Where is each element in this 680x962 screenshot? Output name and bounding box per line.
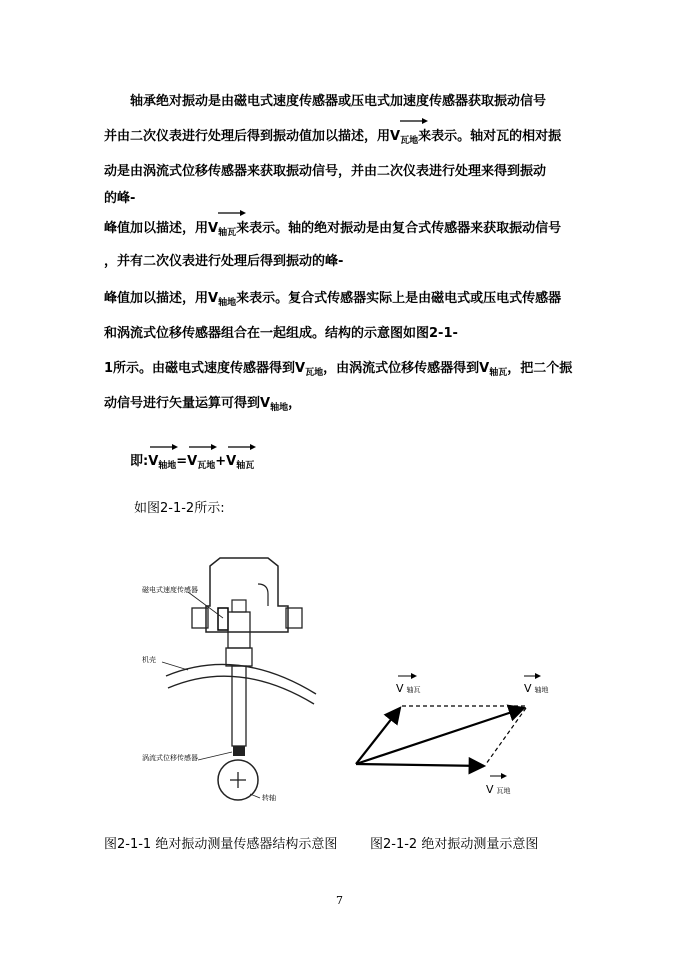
subscript: 轴地 bbox=[270, 403, 289, 413]
text-span: 如图2-1-2所示: bbox=[134, 501, 225, 516]
text-span: 峰值加以描述，用V bbox=[104, 291, 219, 306]
subscript: 轴瓦 bbox=[236, 461, 255, 471]
figure-sensor-structure bbox=[128, 548, 328, 803]
text-line-7 bbox=[104, 290, 561, 309]
label-v-bearing-ground: V瓦地 bbox=[486, 783, 511, 796]
vector-bearing-ground bbox=[356, 764, 484, 766]
subscript: 瓦地 bbox=[305, 368, 324, 378]
text-line-4 bbox=[104, 190, 135, 208]
text-span: 和涡流式位移传感器组合在一起组成。结构的示意图如图2-1- bbox=[104, 326, 458, 341]
subscript: 轴地 bbox=[218, 298, 237, 308]
caption-figure-2: 图2-1-2 绝对振动测量示意图 bbox=[370, 837, 539, 852]
vector-vzhouwa bbox=[218, 220, 236, 239]
leader-shaft bbox=[250, 794, 260, 798]
text-line-2 bbox=[104, 128, 561, 147]
text-span: ， bbox=[288, 396, 302, 411]
vector-arrow-icon bbox=[189, 443, 217, 451]
subscript: 瓦地 bbox=[400, 136, 419, 146]
text-span: 动是由涡流式位移传感器来获取振动信号，并由二次仪表进行处理来得到振动 bbox=[104, 164, 547, 179]
text-span: ，并有二次仪表进行处理后得到振动的峰- bbox=[104, 254, 344, 269]
subscript: 瓦地 bbox=[197, 461, 216, 471]
page-number: 7 bbox=[336, 894, 343, 907]
formula-text: 即:V bbox=[130, 454, 159, 469]
vector-vzhouwa bbox=[236, 454, 254, 469]
text-span: 的峰- bbox=[104, 191, 136, 206]
text-line-1 bbox=[130, 93, 546, 111]
label-casing: 机壳 bbox=[142, 656, 156, 664]
vector-vwadi bbox=[400, 128, 418, 147]
vector-shaft-ground bbox=[356, 708, 524, 764]
figure-reference bbox=[134, 500, 225, 518]
subscript: 轴地 bbox=[158, 461, 177, 471]
text-line-9 bbox=[104, 360, 572, 379]
label-v-shaft-bearing: V轴瓦 bbox=[396, 682, 421, 695]
formula-text: +V bbox=[215, 454, 237, 469]
vector-arrow-icon bbox=[400, 117, 428, 125]
text-line-5 bbox=[104, 220, 561, 239]
text-span: 轴承绝对振动是由磁电式速度传感器或压电式加速度传感器获取振动信号 bbox=[130, 94, 547, 109]
subscript: 轴瓦 bbox=[489, 368, 508, 378]
text-span: 峰值加以描述，用V bbox=[104, 221, 219, 236]
vector-formula bbox=[130, 450, 254, 469]
text-span: 动信号进行矢量运算可得到V bbox=[104, 396, 271, 411]
vector-vzhoudi bbox=[158, 454, 176, 469]
leader-shell bbox=[162, 662, 188, 670]
text-span: 来表示。轴对瓦的相对振 bbox=[418, 129, 562, 144]
cable-curve bbox=[258, 584, 268, 606]
text-span: 并由二次仪表进行处理后得到振动值加以描述，用V bbox=[104, 129, 401, 144]
machine-casing bbox=[166, 664, 316, 694]
vector-arrow-icon bbox=[150, 443, 178, 451]
vector-vwadi bbox=[197, 454, 215, 469]
label-eddy-sensor: 涡流式位移传感器 bbox=[142, 754, 198, 762]
text-line-3 bbox=[104, 163, 546, 181]
formula-text: =V bbox=[176, 454, 198, 469]
figure-vector-diagram bbox=[340, 668, 570, 803]
caption-figure-1: 图2-1-1 绝对振动测量传感器结构示意图 bbox=[104, 837, 338, 852]
text-span: ，把二个振 bbox=[507, 361, 573, 376]
text-line-10 bbox=[104, 395, 301, 414]
text-span: 来表示。复合式传感器实际上是由磁电式或压电式传感器 bbox=[236, 291, 562, 306]
label-rotor: 转轴 bbox=[262, 794, 276, 802]
dashed-right-side bbox=[486, 708, 526, 764]
label-v-shaft-ground: V轴地 bbox=[524, 682, 549, 695]
text-span: 来表示。轴的绝对振动是由复合式传感器来获取振动信号 bbox=[236, 221, 562, 236]
probe-tip bbox=[233, 746, 245, 756]
subscript: 轴瓦 bbox=[218, 228, 237, 238]
label-velocity-sensor: 磁电式速度传感器 bbox=[142, 586, 198, 594]
vector-arrow-icon bbox=[218, 209, 246, 217]
leader-eddy bbox=[198, 752, 232, 760]
text-line-6 bbox=[104, 253, 343, 271]
text-span: 1所示。由磁电式速度传感器得到V bbox=[104, 361, 306, 376]
probe-collar bbox=[228, 612, 250, 648]
vector-arrow-icon bbox=[228, 443, 256, 451]
probe-nut bbox=[226, 648, 252, 666]
velocity-sensor-body bbox=[218, 608, 228, 630]
probe-head bbox=[232, 600, 246, 612]
text-line-8 bbox=[104, 325, 458, 343]
text-span: ，由涡流式位移传感器得到V bbox=[323, 361, 490, 376]
